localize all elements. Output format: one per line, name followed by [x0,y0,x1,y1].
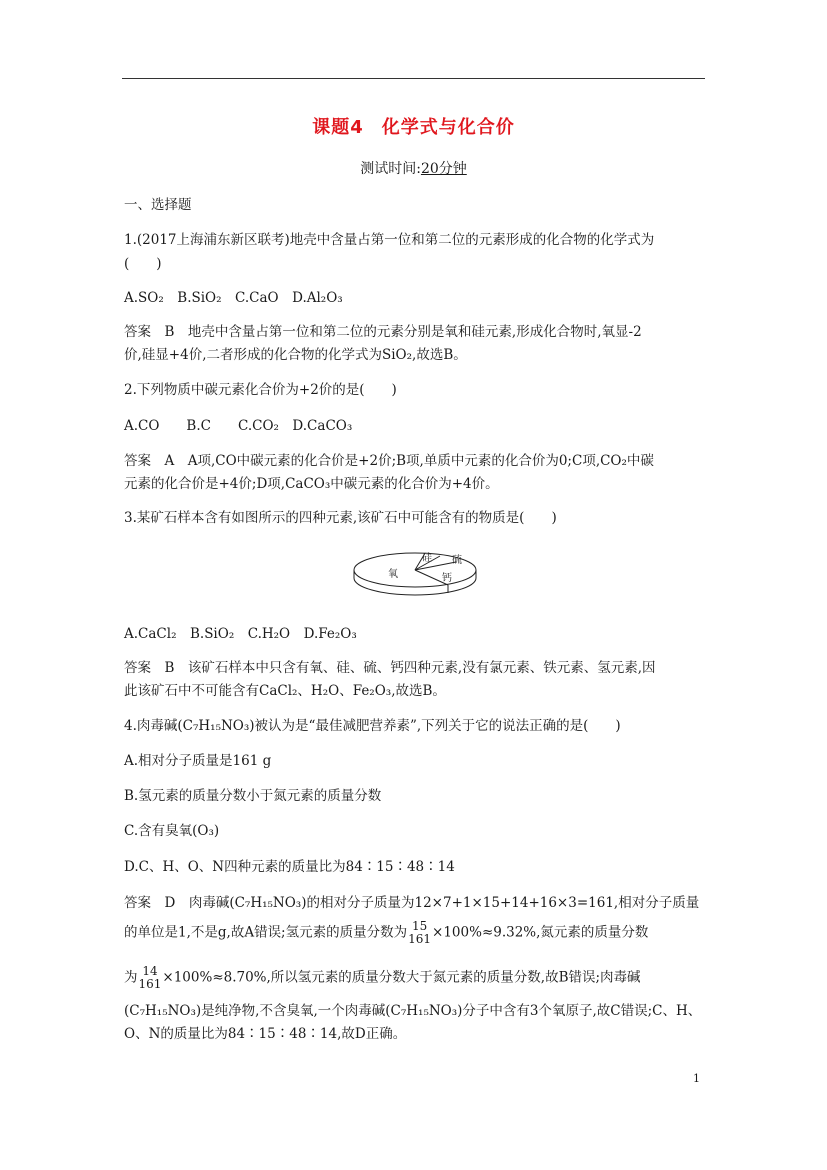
q4-answer-line4: (C₇H₁₅NO₃)是纯净物,不含臭氧,一个肉毒碱(C₇H₁₅NO₃)分子中含有3个氧原子,故C错误;C、H、 [124,1003,702,1019]
q4-answer-line1: 答案 D 肉毒碱(C₇H₁₅NO₃)的相对分子质量为12×7+1×15+14+16×3=161,相对分子质量 [124,895,700,911]
q4-answer-line3: 为 14 161 ×100%≈8.70%,所以氢元素的质量分数大于氮元素的质量分数,故B错误;肉毒碱 [124,964,641,991]
q1-answer-line2: 价,硅显+4价,二者形成的化合物的化学式为SiO₂,故选B。 [124,347,467,363]
section-heading: 一、选择题 [124,197,192,213]
time-label: 测试时间: [360,161,421,177]
q1-answer-line1: 答案 B 地壳中含量占第一位和第二位的元素分别是氧和硅元素,形成化合物时,氧显-2 [124,324,642,340]
q4-stem: 4.肉毒碱(C₇H₁₅NO₃)被认为是“最佳减肥营养素”,下列关于它的说法正确的是( ) [124,718,621,734]
q3-stem: 3.某矿石样本含有如图所示的四种元素,该矿石中可能含有的物质是( ) [124,510,557,526]
test-time [0,158,827,178]
header-rule [122,78,705,79]
q4-option-d: D.C、H、O、N四种元素的质量比为84∶15∶48∶14 [124,859,455,875]
q3-options: A.CaCl₂ B.SiO₂ C.H₂O D.Fe₂O₃ [124,626,357,642]
q1-stem-line2: ( ) [124,256,162,272]
q4-option-c: C.含有臭氧(O₃) [124,823,220,839]
q4-option-b: B.氢元素的质量分数小于氮元素的质量分数 [124,788,382,804]
page-title: 课题4 化学式与化合价 [312,117,515,138]
time-value: 20分钟 [420,161,467,177]
fraction-nitrogen: 14 161 [138,964,162,991]
q4-answer-line2: 的单位是1,不是g,故A错误;氢元素的质量分数为 15 161 ×100%≈9.32%,氮元素的质量分数 [124,919,649,946]
q3-answer-line1: 答案 B 该矿石样本中只含有氧、硅、硫、钙四种元素,没有氯元素、铁元素、氢元素,因 [124,660,656,676]
q4-option-a: A.相对分子质量是161 g [124,753,272,769]
q3-answer-line2: 此该矿石中不可能含有CaCl₂、H₂O、Fe₂O₃,故选B。 [124,683,446,699]
pie-label-sulfur: 硫 [452,555,462,566]
q4-answer-line5: O、N的质量比为84∶15∶48∶14,故D正确。 [124,1026,407,1042]
q2-stem: 2.下列物质中碳元素化合价为+2价的是( ) [124,382,397,398]
pie-label-oxygen: 氧 [388,569,398,580]
element-pie-chart [352,548,478,602]
q2-answer-line1: 答案 A A项,CO中碳元素的化合价是+2价;B项,单质中元素的化合价为0;C项,CO₂中碳 [124,453,654,469]
q2-options: A.CO B.C C.CO₂ D.CaCO₃ [124,418,353,434]
pie-label-silicon: 硅 [422,553,432,564]
pie-label-calcium: 钙 [442,573,452,584]
q2-answer-line2: 元素的化合价是+4价;D项,CaCO₃中碳元素的化合价为+4价。 [124,476,499,492]
q1-options: A.SO₂ B.SiO₂ C.CaO D.Al₂O₃ [124,290,343,306]
fraction-hydrogen: 15 161 [408,919,432,946]
q1-stem-line1: 1.(2017上海浦东新区联考)地壳中含量占第一位和第二位的元素形成的化合物的化学式为 [124,232,655,248]
page-number: 1 [693,1072,700,1085]
